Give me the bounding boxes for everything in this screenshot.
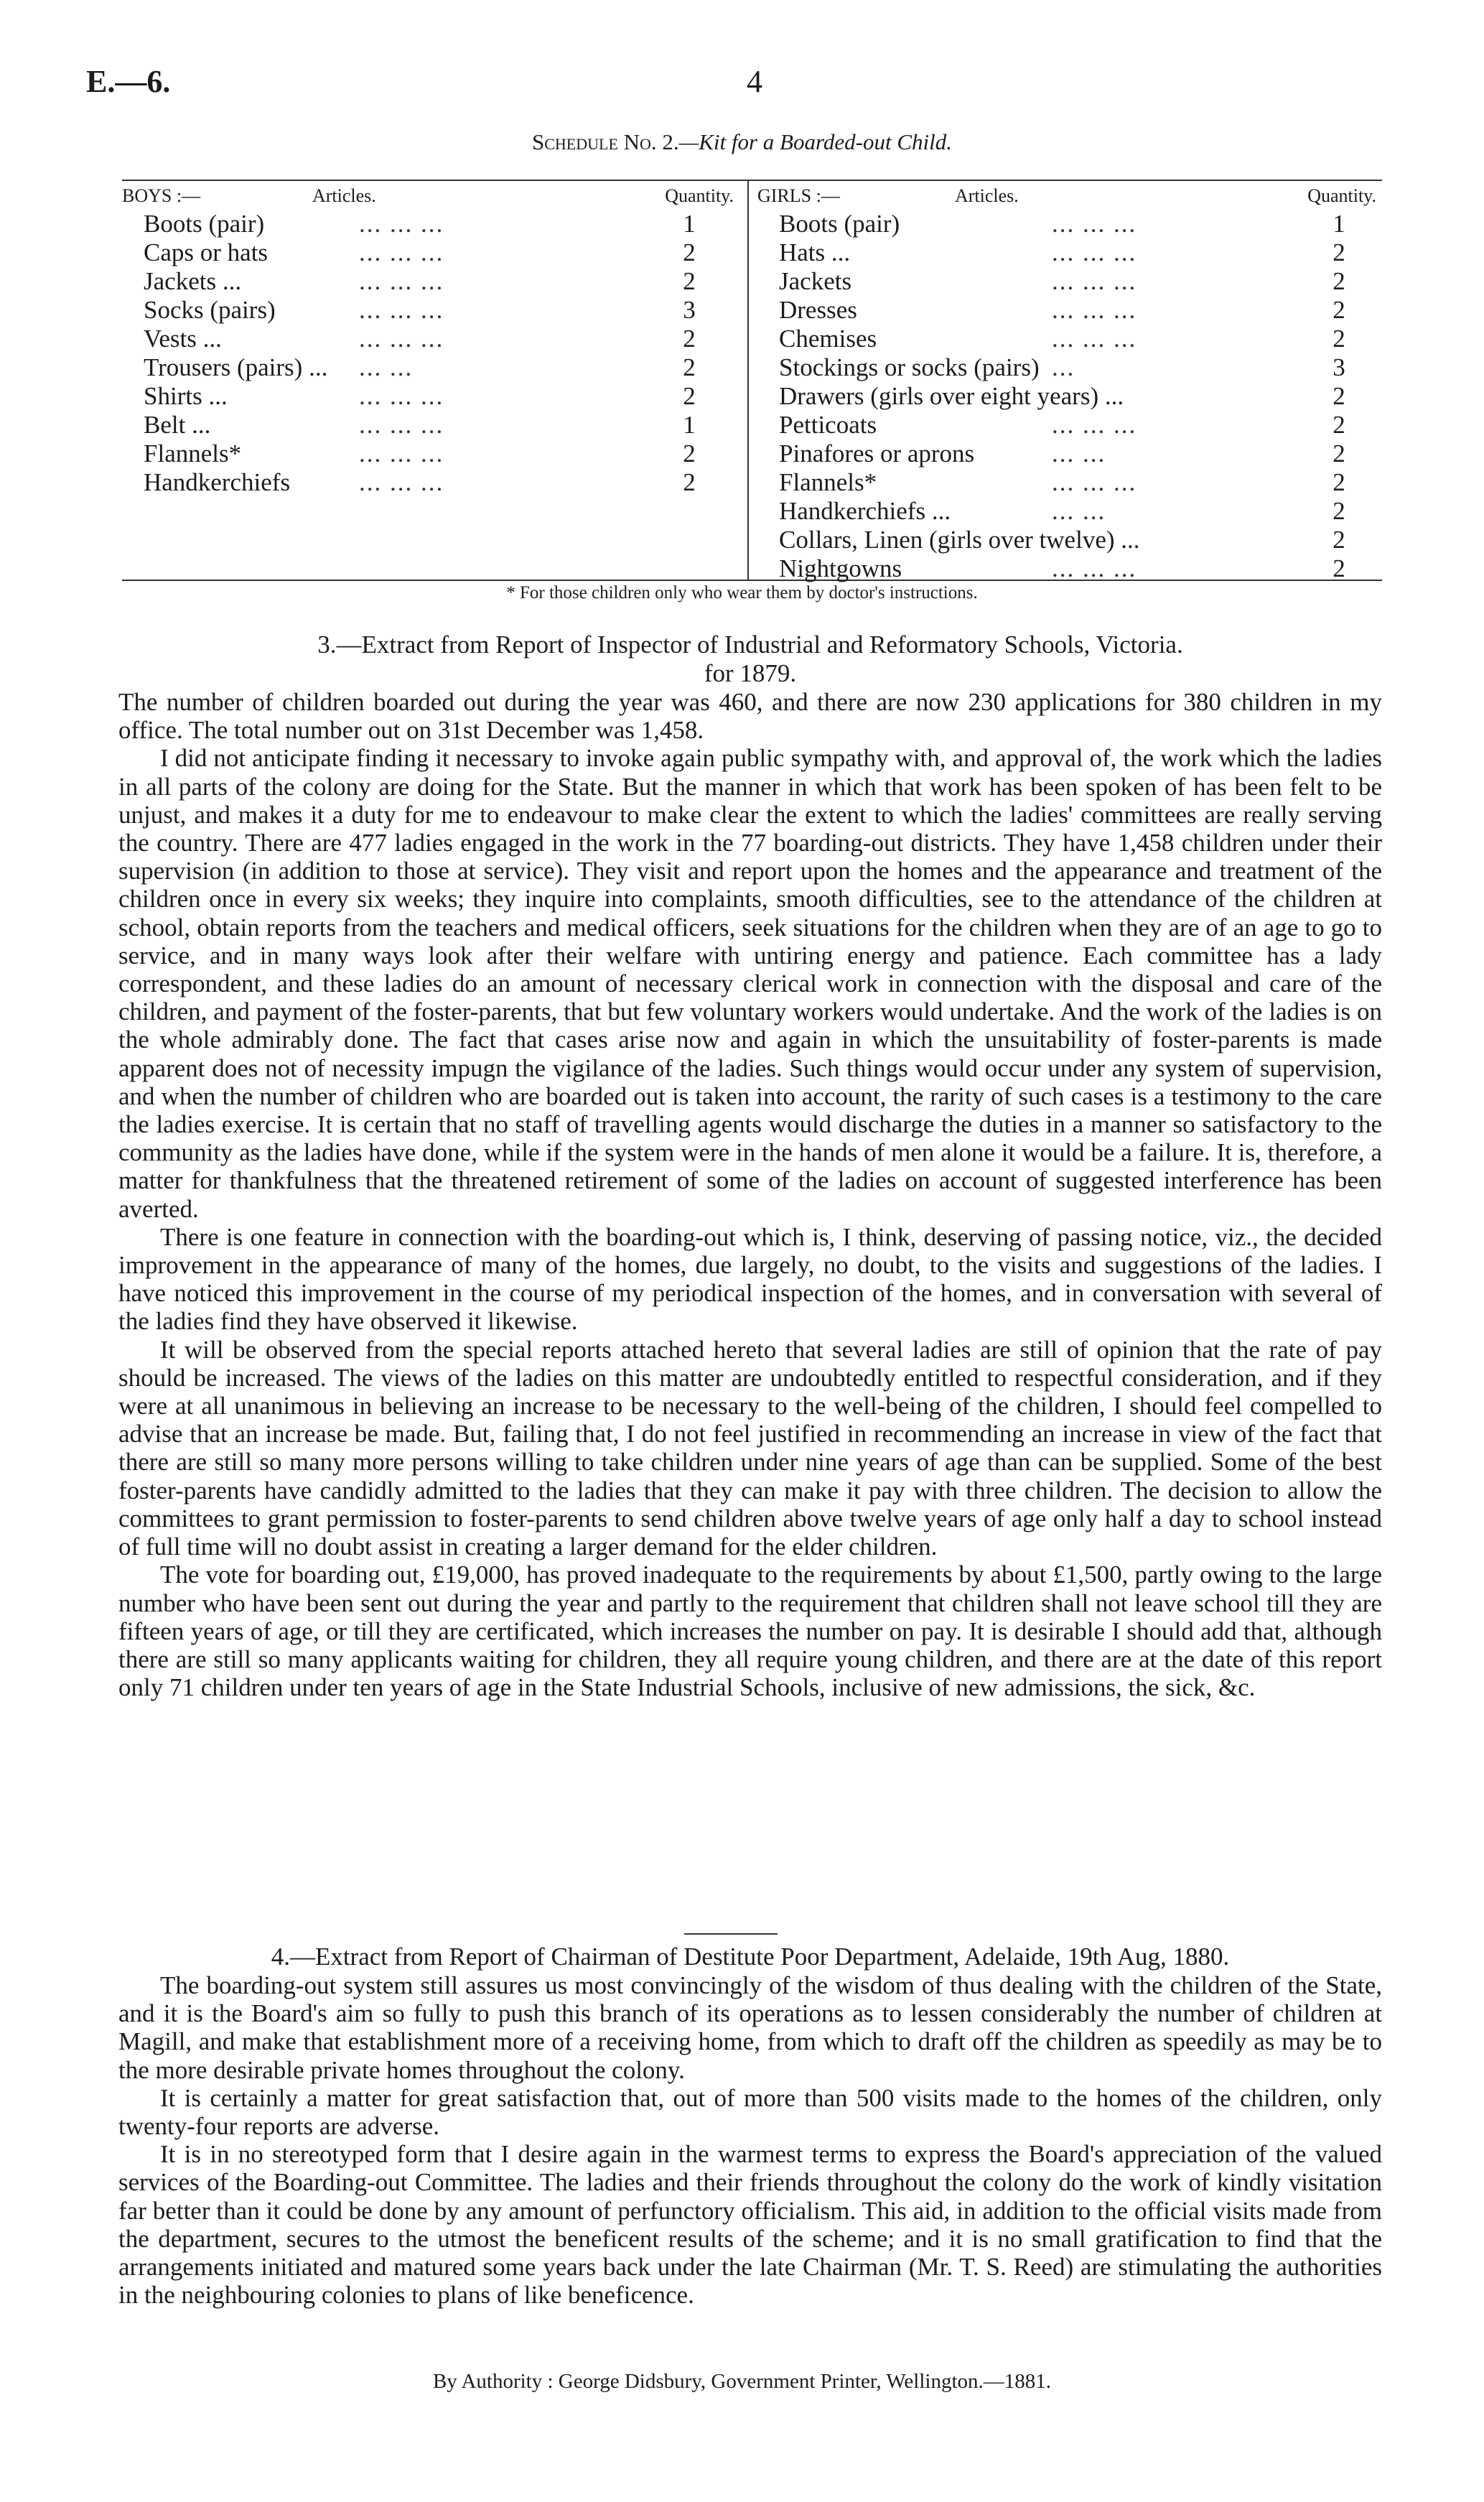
girls-item-name: Pinafores or aprons [779,440,975,468]
girls-item-quantity: 2 [1333,554,1345,582]
column-divider [747,181,749,580]
section-3-paragraph: The number of children boarded out during the year was 460, and there are now 230 applications for 380 children in my office. The total number out on 31st December was 1,458. [118,688,1382,745]
boys-item-leader-dots: ... ... ... [359,411,444,439]
boys-item-quantity: 2 [683,325,696,353]
section-separator [684,1933,778,1935]
boys-item-leader-dots: ... ... ... [359,238,444,266]
girls-item-leader-dots: ... ... ... [1052,238,1137,266]
girls-item-row [757,238,1382,267]
girls-item-row [757,325,1382,353]
boys-item-row [122,468,739,497]
girls-item-quantity: 2 [1333,440,1345,468]
section-3-paragraph: I did not anticipate finding it necessary to invoke again public sympathy with, and approval of, the work which the ladies in all parts of the colony are doing for the State. But the manner in which that work has been spoken of has been felt to be unjust, and makes it a duty for me to endeavour to make clear the extent to which the ladies' committees are really serving the country. There are 477 ladies engaged in the work in the 77 boarding-out districts. They have 1,458 children under their supervision (in addition to those at service). They visit and report upon the homes and the appearance and treatment of the children once in every six weeks; they inquire into complaints, smooth difficulties, see to the attendance of the children at school, obtain reports from the teachers and medical officers, seek situations for the children when they are of an age to go to service, and in many ways look after their welfare with untiring energy and patience. Each committee has a lady correspondent, and these ladies do an amount of necessary clerical work in connection with the disposal and care of the children, and payment of the foster-parents, that but few voluntary workers would undertake. And the work of the ladies is on the whole admirably done. The fact that cases arise now and again in which the unsuitability of foster-parents is made apparent does not of necessity impugn the vigilance of the ladies. Such things would occur under any system of supervision, and when the number of children who are boarded out is taken into account, the rarity of such cases is a testimony to the care the ladies exercise. It is certain that no staff of travelling agents would discharge the duties in a manner so satisfactory to the community as the ladies have done, while if the system were in the hands of men alone it would be a failure. It is, therefore, a matter for thankfulness that the threatened retirement of some of the ladies on account of suggested interference has been averted. [118,744,1382,1223]
section-4 [118,1943,1382,2309]
boys-item-quantity: 2 [683,353,696,381]
girls-item-name: Boots (pair) [779,210,900,238]
kit-table [122,180,1382,581]
girls-item-row [757,526,1382,554]
girls-item-name: Handkerchiefs ... [779,497,951,525]
boys-item-row [122,382,739,411]
girls-item-row [757,440,1382,468]
section-4-paragraph: It is in no stereotyped form that I desire again in the warmest terms to express the Board's appreciation of the valued services of the Boarding-out Committee. The ladies and their friends throughout the colony do the work of kindly visitation far better than it could be done by any amount of perfunctory officialism. This aid, in addition to the official visits made from the department, secures to the utmost the beneficent results of the scheme; and it is no small gratification to find that the arrangements initiated and matured some years back under the late Chairman (Mr. T. S. Reed) are stimulating the authorities in the neighbouring colonies to plans of like beneficence. [118,2140,1382,2310]
section-3-paragraph: It will be observed from the special reports attached hereto that several ladies are still of opinion that the rate of pay should be increased. The views of the ladies on this matter are undoubtedly entitled to respectful consideration, and if they were at all unanimous in believing an increase to be necessary to the well-being of the children, I should feel compelled to advise that an increase be made. But, failing that, I do not feel justified in recommending an increase in view of the fact that there are still so many more persons willing to take children under nine years of age than can be supplied. Some of the best foster-parents have candidly admitted to the ladies that they can make it pay with three children. The decision to allow the committees to grant permission to foster-parents to send children above twelve years of age only half a day to school instead of full time will no doubt assist in creating a larger demand for the elder children. [118,1335,1382,1561]
boys-item-quantity: 2 [683,382,696,410]
girls-item-quantity: 2 [1333,296,1345,324]
page-number: 4 [747,64,762,99]
boys-item-quantity: 2 [683,238,696,266]
section-3-paragraph: The vote for boarding out, £19,000, has proved inadequate to the requirements by about £1,500, partly owing to the large number who have been sent out during the year and partly to the requirement that children shall not leave school till they are fifteen years of age, or till they are certificated, which increases the number on pay. It is desirable I should add that, although there are still so many applicants waiting for children, they all require young children, and there are at the date of this report only 71 children under ten years of age in the State Industrial Schools, inclusive of new admissions, the sick, &c. [118,1561,1382,1702]
boys-item-leader-dots: ... ... ... [359,468,444,496]
girls-item-name: Hats ... [779,238,851,266]
girls-item-row [757,554,1382,583]
boys-item-row [122,353,739,382]
boys-items-list [122,210,739,497]
boys-item-quantity: 1 [683,411,696,439]
girls-item-quantity: 2 [1333,497,1345,525]
boys-item-leader-dots: ... ... ... [359,325,444,353]
boys-item-row [122,296,739,325]
boys-item-name: Boots (pair) [144,210,265,238]
boys-item-leader-dots: ... ... ... [359,382,444,410]
boys-item-row [122,411,739,440]
girls-item-quantity: 1 [1333,210,1345,238]
girls-item-name: Petticoats [779,411,877,439]
boys-item-name: Caps or hats [144,238,269,266]
section-3-title-line-2: for 1879. [704,659,797,687]
girls-item-name: Dresses [779,296,857,324]
girls-item-row [757,210,1382,238]
section-4-paragraph: The boarding-out system still assures us most convincingly of the wisdom of thus dealing with the children of the State, and it is the Board's aim so fully to push this branch of its operations as to lessen considerably the number of children at Magill, and make that establishment more of a receiving home, from which to draft off the children as speedily as may be to the more desirable private homes throughout the colony. [118,1971,1382,2084]
boys-item-quantity: 2 [683,267,696,295]
schedule-label: Schedule No. 2. [531,129,679,154]
girls-item-name: Flannels* [779,468,877,496]
girls-quantity-label: Quantity. [1307,185,1376,206]
girls-item-row [757,267,1382,296]
boys-column [122,181,739,580]
boys-item-name: Handkerchiefs [144,468,291,496]
girls-item-quantity: 2 [1333,325,1345,353]
boys-item-row [122,238,739,267]
boys-quantity-label: Quantity. [665,185,734,206]
girls-item-quantity: 2 [1333,382,1345,410]
boys-item-name: Belt ... [144,411,211,439]
document-reference: E.—6. [86,64,171,99]
girls-item-name: Nightgowns [779,554,902,582]
girls-item-leader-dots: ... ... [1052,497,1106,525]
boys-column-header [122,181,739,210]
girls-item-row [757,497,1382,526]
boys-item-name: Vests ... [144,325,222,353]
girls-item-name: Jackets [779,267,852,295]
girls-item-name: Drawers (girls over eight years) ... [779,382,1124,410]
boys-group-label: BOYS :— [122,185,201,206]
girls-articles-label: Articles. [955,185,1019,206]
boys-articles-label: Articles. [312,185,376,206]
girls-column-header [757,181,1382,210]
section-3-title-line-1: 3.—Extract from Report of Inspector of Industrial and Reformatory Schools, Victoria. [317,631,1183,659]
boys-item-row [122,325,739,353]
boys-item-name: Shirts ... [144,382,228,410]
girls-item-row [757,296,1382,325]
schedule-subtitle: —Kit for a Boarded-out Child. [678,129,952,154]
schedule-title [0,129,1484,155]
boys-item-quantity: 3 [683,296,696,324]
boys-item-leader-dots: ... ... [359,353,414,381]
section-4-title: 4.—Extract from Report of Chairman of Destitute Poor Department, Adelaide, 19th Aug, 1880. [271,1943,1230,1971]
boys-item-leader-dots: ... ... ... [359,210,444,238]
girls-item-quantity: 3 [1333,353,1345,381]
girls-item-name: Chemises [779,325,877,353]
girls-item-name: Stockings or socks (pairs) [779,353,1040,381]
section-3-title [118,631,1382,688]
girls-item-row [757,353,1382,382]
girls-item-leader-dots: ... ... ... [1052,411,1137,439]
girls-item-leader-dots: ... ... [1052,440,1106,468]
girls-item-quantity: 2 [1333,526,1345,554]
page-header [86,63,1398,113]
girls-items-list [757,210,1382,583]
boys-item-row [122,210,739,238]
girls-item-quantity: 2 [1333,411,1345,439]
girls-item-leader-dots: ... ... ... [1052,267,1137,295]
girls-item-row [757,468,1382,497]
girls-item-leader-dots: ... ... ... [1052,296,1137,324]
boys-item-quantity: 1 [683,210,696,238]
printer-imprint: By Authority : George Didsbury, Government Printer, Wellington.—1881. [432,2370,1052,2393]
boys-item-leader-dots: ... ... ... [359,296,444,324]
girls-item-name: Collars, Linen (girls over twelve) ... [779,526,1140,554]
girls-item-leader-dots: ... ... ... [1052,325,1137,353]
boys-item-quantity: 2 [683,468,696,496]
girls-item-leader-dots: ... ... ... [1052,554,1137,582]
boys-item-leader-dots: ... ... ... [359,440,444,468]
girls-column [757,181,1382,580]
girls-item-quantity: 2 [1333,468,1345,496]
girls-item-row [757,411,1382,440]
girls-item-quantity: 2 [1333,267,1345,295]
kit-footnote: * For those children only who wear them by doctor's instructions. [506,583,978,603]
boys-item-name: Socks (pairs) [144,296,276,324]
boys-item-name: Flannels* [144,440,242,468]
boys-item-name: Trousers (pairs) ... [144,353,328,381]
girls-item-leader-dots: ... [1052,353,1075,381]
boys-item-row [122,440,739,468]
boys-item-leader-dots: ... ... ... [359,267,444,295]
boys-item-name: Jackets ... [144,267,242,295]
girls-item-leader-dots: ... ... ... [1052,210,1137,238]
girls-item-row [757,382,1382,411]
boys-item-quantity: 2 [683,440,696,468]
girls-item-leader-dots: ... ... ... [1052,468,1137,496]
girls-item-quantity: 2 [1333,238,1345,266]
girls-group-label: GIRLS :— [757,185,840,206]
boys-item-row [122,267,739,296]
section-4-paragraph: It is certainly a matter for great satisfaction that, out of more than 500 visits made to the homes of the children, only twenty-four reports are adverse. [118,2083,1382,2141]
section-3 [118,631,1382,1701]
section-3-paragraph: There is one feature in connection with the boarding-out which is, I think, deserving of passing notice, viz., the decided improvement in the appearance of many of the homes, due largely, no doubt, to the visits and suggestions of the ladies. I have noticed this improvement in the course of my periodical inspection of the homes, and in conversation with several of the ladies find they have observed it likewise. [118,1222,1382,1336]
